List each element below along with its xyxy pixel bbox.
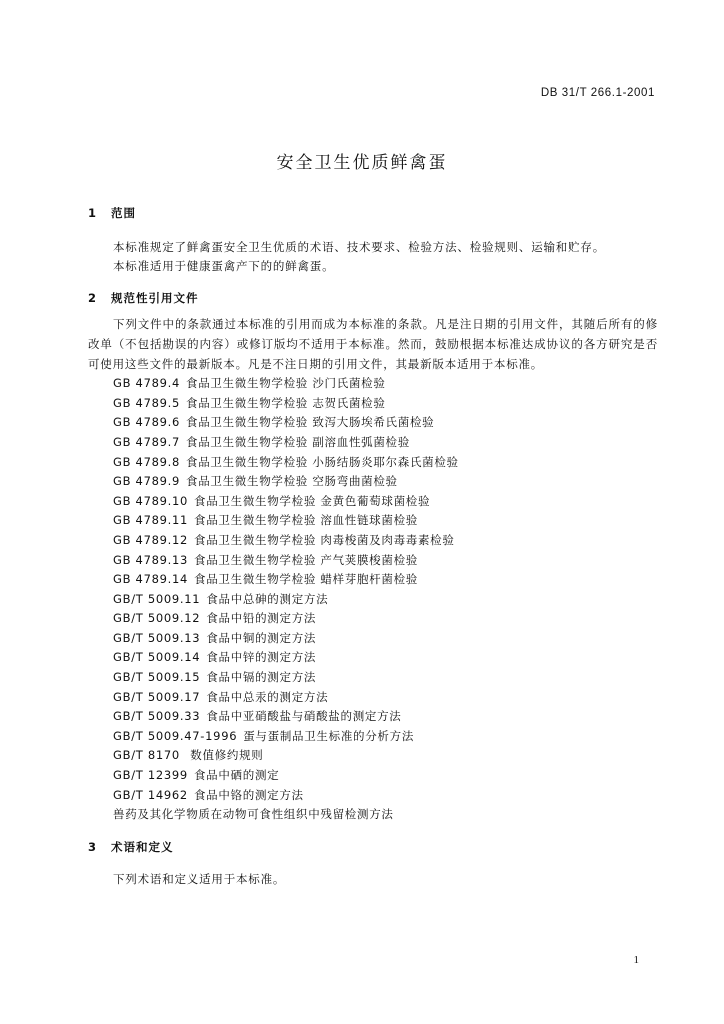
reference-title: 食品卫生微生物学检验 小肠结肠炎耶尔森氏菌检验 — [186, 454, 459, 469]
reference-item — [88, 433, 658, 453]
reference-code: GB 4789.5 — [113, 395, 180, 410]
paragraph: 下列文件中的条款通过本标准的引用而成为本标准的条款。凡是注日期的引用文件，其随后所有的修改单（不包括勘误的内容）或修订版均不适用于本标准。然而，鼓励根据本标准达成协议的各方研究是否可使用这些文件的最新版本。凡是不注日期的引用文件，其最新版本适用于本标准。 — [88, 317, 658, 371]
document-body — [88, 204, 658, 890]
reference-item — [88, 394, 658, 414]
reference-title: 食品卫生微生物学检验 沙门氏菌检验 — [186, 376, 386, 391]
reference-item — [88, 668, 658, 688]
reference-item — [88, 551, 658, 571]
reference-item — [88, 570, 658, 590]
reference-title: 食品中锌的测定方法 — [206, 650, 317, 665]
reference-code: GB/T 8170 — [113, 748, 180, 763]
reference-title: 蛋与蛋制品卫生标准的分析方法 — [243, 728, 415, 743]
reference-code: GB 4789.4 — [113, 376, 180, 391]
reference-item — [88, 688, 658, 708]
reference-item — [88, 707, 658, 727]
reference-code: GB/T 14962 — [113, 787, 188, 802]
section-number: 3 — [88, 839, 98, 854]
reference-title: 食品卫生微生物学检验 空肠弯曲菌检验 — [186, 474, 398, 489]
page-number: 1 — [633, 954, 639, 966]
reference-code: GB/T 5009.15 — [113, 670, 201, 685]
reference-code: GB/T 5009.33 — [113, 709, 201, 724]
reference-code: GB/T 12399 — [113, 768, 188, 783]
reference-item — [88, 805, 658, 825]
reference-item — [88, 766, 658, 786]
reference-item — [88, 590, 658, 610]
reference-title: 食品卫生微生物学检验 金黄色葡萄球菌检验 — [194, 493, 431, 508]
reference-item — [88, 472, 658, 492]
reference-item — [88, 609, 658, 629]
section-heading-normative-references — [88, 289, 658, 309]
reference-item — [88, 727, 658, 747]
reference-item — [88, 531, 658, 551]
reference-title: 食品中亚硝酸盐与硝酸盐的测定方法 — [206, 709, 402, 724]
reference-list — [88, 374, 658, 825]
standard-code: DB 31/T 266.1-2001 — [540, 87, 655, 99]
reference-title: 食品卫生微生物学检验 产气荚膜梭菌检验 — [194, 552, 418, 567]
reference-item — [88, 629, 658, 649]
document-title: 安全卫生优质鲜禽蛋 — [276, 153, 448, 173]
reference-code: GB 4789.6 — [113, 415, 180, 430]
section-title: 范围 — [111, 206, 136, 220]
reference-item — [88, 786, 658, 806]
reference-code: GB/T 5009.13 — [113, 630, 201, 645]
section-heading-scope — [88, 204, 658, 224]
reference-title: 食品中铅的测定方法 — [206, 611, 317, 626]
reference-code: GB 4789.9 — [113, 474, 180, 489]
reference-code: GB 4789.7 — [113, 434, 180, 449]
reference-title: 食品卫生微生物学检验 蜡样芽胞杆菌检验 — [194, 572, 418, 587]
reference-item — [88, 511, 658, 531]
reference-item — [88, 374, 658, 394]
reference-title: 食品卫生微生物学检验 副溶血性弧菌检验 — [186, 434, 410, 449]
reference-item — [88, 648, 658, 668]
reference-title: 食品卫生微生物学检验 肉毒梭菌及肉毒毒素检验 — [194, 532, 455, 547]
reference-title: 食品卫生微生物学检验 溶血性链球菌检验 — [194, 513, 418, 528]
section-title: 术语和定义 — [111, 839, 174, 854]
paragraph: 本标准适用于健康蛋禽产下的的鲜禽蛋。 — [113, 259, 335, 274]
reference-code: GB/T 5009.47-1996 — [113, 728, 238, 743]
section-number: 2 — [88, 290, 98, 305]
reference-title: 食品中总汞的测定方法 — [206, 689, 329, 704]
reference-code: GB 4789.8 — [113, 454, 180, 469]
reference-code: GB 4789.12 — [113, 532, 189, 547]
reference-title: 食品中镉的测定方法 — [206, 670, 317, 685]
section-number: 1 — [88, 206, 98, 220]
reference-title: 数值修约规则 — [185, 748, 264, 763]
reference-title: 兽药及其化学物质在动物可食性组织中残留检测方法 — [113, 807, 394, 822]
reference-code: GB/T 5009.11 — [113, 591, 201, 606]
reference-item — [88, 492, 658, 512]
reference-code: GB 4789.14 — [113, 572, 189, 587]
reference-code: GB 4789.10 — [113, 493, 189, 508]
section-title: 规范性引用文件 — [111, 290, 199, 305]
reference-title: 食品卫生微生物学检验 志贺氏菌检验 — [186, 395, 386, 410]
reference-item — [88, 746, 658, 766]
reference-title: 食品卫生微生物学检验 致泻大肠埃希氏菌检验 — [186, 415, 435, 430]
reference-title: 食品中总砷的测定方法 — [206, 591, 329, 606]
reference-item — [88, 453, 658, 473]
reference-item — [88, 413, 658, 433]
reference-code: GB/T 5009.17 — [113, 689, 201, 704]
reference-code: GB 4789.13 — [113, 552, 189, 567]
section-heading-terms-definitions — [88, 838, 658, 858]
reference-title: 食品中硒的测定 — [193, 768, 280, 783]
reference-code: GB 4789.11 — [113, 513, 189, 528]
reference-code: GB/T 5009.14 — [113, 650, 201, 665]
reference-title: 食品中铜的测定方法 — [206, 630, 317, 645]
reference-title: 食品中铬的测定方法 — [193, 787, 304, 802]
paragraph: 下列术语和定义适用于本标准。 — [113, 872, 286, 887]
reference-code: GB/T 5009.12 — [113, 611, 201, 626]
paragraph: 本标准规定了鲜禽蛋安全卫生优质的术语、技术要求、检验方法、检验规则、运输和贮存。 — [113, 239, 605, 254]
